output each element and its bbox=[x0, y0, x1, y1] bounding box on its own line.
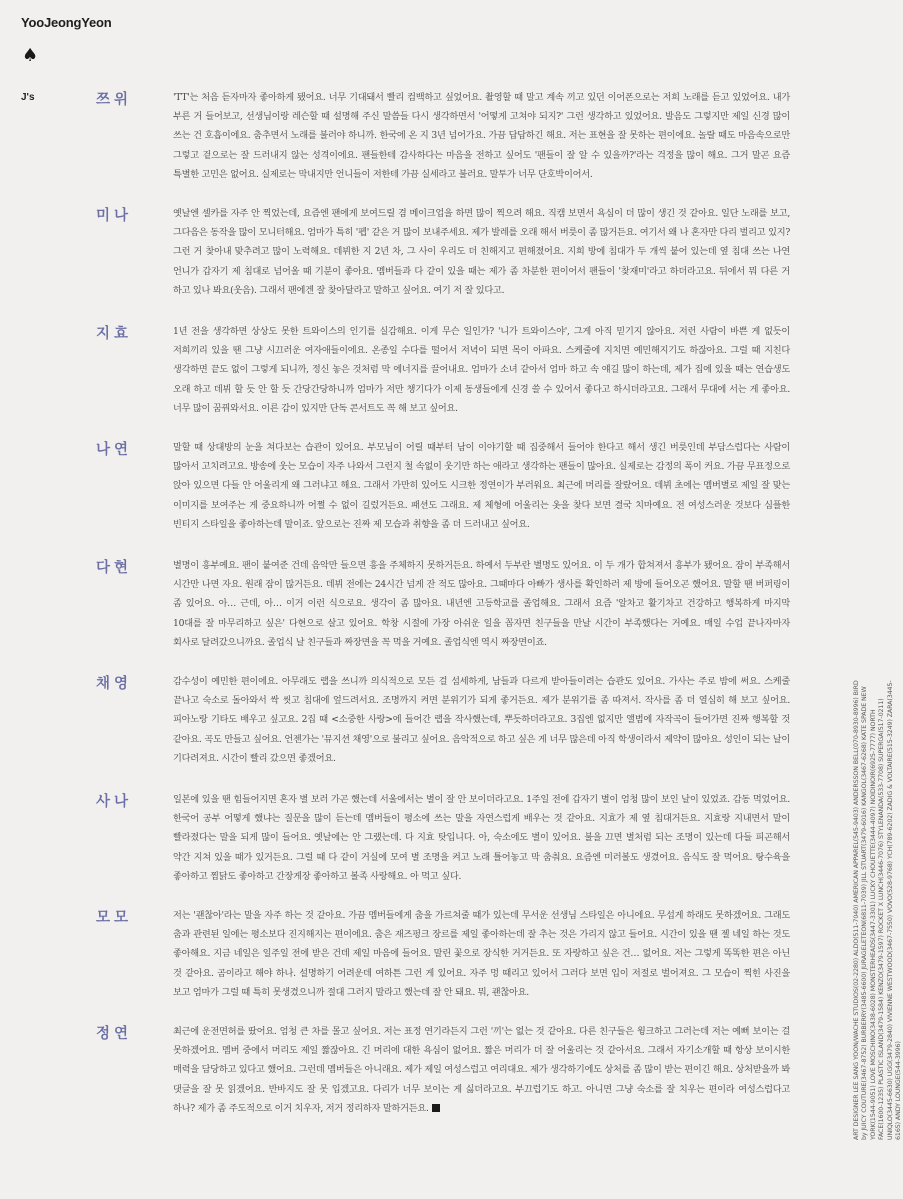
member-text: 말할 때 상대방의 눈을 쳐다보는 습관이 있어요. 부모님이 어릴 때부터 남이 이야기할 때 집중해서 들어야 한다고 해서 생긴 버릇인데 부담스럽다는 사람이 많아서 고치려고요. 방송에 웃는 모습이 자주 나와서 그런지 철 속없이 웃기만 하는 애라고 생각하는 팬들이 많아요. 실제로는 감정의 폭이 커요. 가끔 무표정으로 앉아 있으면 다들 안 어울리게 왜 그러냐고 해요. 그래서 가만히 있어도 시크한 정연이가 부러워요. 최근에 머리를 잘랐어요. 데뷔 초에는 멤버별로 제일 잘 맞는 이미지를 보여주는 게 중요하니까 어쩔 수 없이 길렀거든요. 패션도 그래요. 제 체형에 어울리는 옷을 찾다 보면 결국 치마예요. 전 여성스러운 것보다 심플한 빈티지 스타일을 좋아하는데 말이죠. 앞으로는 진짜 제 모습과 취향을 좀 더 드러내고 싶어요. bbox=[173, 442, 790, 530]
spade-icon: ♠ bbox=[22, 45, 39, 66]
member-name: 쯔위 bbox=[96, 92, 133, 108]
member-text: 옛날엔 셀카를 자주 안 찍었는데, 요즘엔 팬에게 보여드릴 겸 메이크업을 하면 많이 찍으려 해요. 직캠 보면서 욕심이 더 많이 생긴 것 같아요. 일단 노래를 보고, 그다음은 동작을 많이 모니터해요. 엄마가 특히 '펩' 같은 거 많이 보내주세요. 제가 발레를 오래 해서 버릇이 좀 많거든요. 여기서 왜 나 혼자만 다리 벌리고 있지? 그런 거 찾아내 맞추려고 많이 노력해요. 데뷔한 지 2년 차, 그 사이 우리도 더 친해지고 편해졌어요. 지희 방에 침대가 두 개씩 붙어 있는데 옆 침대 쓰는 나연 언니가 갑자기 제 침대로 넘어올 때 기분이 좋아요. 멤버들과 다 같이 있을 때는 제가 좀 차분한 편이어서 팬들이 '찾재미'라고 하더라고요. 뒤에서 뭐 다른 거 하고 있나 봐요(웃음). 그래서 팬에겐 잘 찾아달라고 말하고 싶어요. 여기 저 잘 있다고. bbox=[173, 208, 790, 296]
member-name: 지효 bbox=[96, 326, 133, 342]
end-mark-icon bbox=[432, 1104, 440, 1112]
member-text: 1년 전을 생각하면 상상도 못한 트와이스의 인기를 실감해요. 이게 무슨 일인가? '니가 트와이스야', 그게 아직 믿기지 않아요. 저런 사람이 바쁜 게 없듯이 저희끼리 있을 땐 그냥 시끄러운 여자애들이에요. 온종일 수다를 떨어서 저녁이 되면 목이 아파요. 스케줄에 지치면 예민해지기도 하잖아요. 그럴 때 지친다 생각하면 끝도 없이 그렇게 되니까, 정신 놓은 것처럼 막 에너지를 끌어내요. 엄마가 소녀 같아서 엄마 하고 속 얘길 많이 하는데, 제가 집에 있을 때는 연습생도 오래 하고 데뷔 할 듯 안 할 듯 간당간당하니까 엄마가 저만 챙기다가 이제 동생들에게 신경 쓸 수 있어서 좋다고 하시더라고요. 그래서 무대에 서는 게 좋아요. 너무 많이 꿈꿔와서요. 이른 감이 있지만 단독 콘서트도 꼭 해 보고 싶어요. bbox=[173, 326, 790, 414]
member-name: 사나 bbox=[96, 794, 133, 810]
member-name: 채영 bbox=[96, 676, 133, 692]
member-name: 미나 bbox=[96, 208, 133, 224]
member-text: 감수성이 예민한 편이에요. 아무래도 랩을 쓰니까 의식적으로 모든 걸 섬세하게, 남들과 다르게 받아들이려는 습관도 있어요. 가사는 주로 밤에 써요. 스케줄 끝나고 숙소로 돌아와서 싹 씻고 침대에 엎드려서요. 조명까지 켜면 분위기가 되게 좋거든요. 제가 분위기를 좀 따져서. 작사를 좀 더 열심히 해 보고 싶어요. 피아노랑 기타도 배우고 싶고요. 2집 때 <소중한 사랑>에 들어간 랩을 작사했는데, 뿌듯하더라고요. 3집엔 없지만 앨범에 자작곡이 들어가면 진짜 행복할 것 같아요. 곡도 만들고 싶어요. 언젠가는 '뮤지션 채영'으로 불리고 싶어요. 음악적으로 하고 싶은 게 너무 많은데 아직 학생이라서 제약이 많아요. 성인이 되는 날이 기다려져요. 시간이 빨리 갔으면 좋겠어요. bbox=[173, 676, 790, 764]
credits-vertical: ART DESIGNER LEE SANG YOON/WACHE STUDIOS(02-2280) ALDO(511-7040) AMERICAN APPAREL(545-9403) ANDERSSON BELL(070-8930-8996) BIRD by JUICY COUTURE(3467-8752) BURBERRY(3485-6600) JURAGELETEON(6811-7039) JILL STUART(3479-6016) KANGOL(3467-6268) KATE SPADE NEW YORK(1544-9051) LOVE MOSCHINO(3438-6028) MONSTERHEADS(3447-3301) LUCKY CHOUETTE(3444-4097) NOIDINOIR(6925-7777) NORTH FACE(1600-1235) PLASTIC ISLAND(3479-1584) KENZO(3479-1597) ROCKET X LUNCH(3446-7076) STYLENANDA(533-7708) SUPERGA(517-0211) UNIQLO(3445-6630) UGG(3479-2840) VIVIENNE WESTWOOD(3467-7550) VOVO(528-9768) YCH(789-6202) ZADIG & VOLTAIRE(515-3249) ZARA(3445-6165) ANDY LOUNGE(544-3996) bbox=[853, 680, 903, 1140]
member-text bbox=[173, 1022, 790, 1118]
member-name: 다현 bbox=[96, 560, 133, 576]
member-text-body: 최근에 운전면허를 땄어요. 엄청 큰 차를 몰고 싶어요. 저는 표정 연기라든지 그런 '끼'는 없는 것 같아요. 다른 친구들은 윙크하고 그러는데 저는 예뻐 보이는 걸 못하겠어요. 멤버 중에서 머리도 제일 짧잖아요. 긴 머리에 대한 욕심이 없어요. 짧은 머리가 더 잘 어울리는 것 같아서요. 그래서 자기소개할 때 항상 보이시한 매력을 담당하고 있다고 했어요. 그런데 멤버들은 아니래요. 제가 제일 여성스럽고 여리대요. 제가 생각하기에도 상처를 좀 많이 받는 편이긴 해요. 상처받을까 봐 댓글을 잘 못 읽겠어요. 반바지도 잘 못 입겠고요. 다리가 너무 보이는 게 싫더라고요. 부끄럽기도 하고. 아니면 그냥 숙소를 잘 치우는 편이라 여성스럽다고 하나? 제가 좀 주도적으로 이거 치우자, 저거 정리하자 말하거든요. bbox=[173, 1026, 790, 1114]
section-label: J's bbox=[21, 92, 35, 103]
brand-title: YooJeongYeon bbox=[21, 15, 112, 30]
member-name: 모모 bbox=[96, 910, 133, 926]
member-name: 나연 bbox=[96, 442, 133, 458]
member-text: 별명이 흥부예요. 팬이 붙여준 건데 음악만 들으면 흥을 주체하지 못하거든요. 하예서 두부란 별명도 있어요. 이 두 개가 합쳐져서 흥부가 됐어요. 잠이 부족해서 시간만 나면 자요. 원래 잠이 많거든요. 데뷔 전에는 24시간 넘게 잔 적도 많아요. 그때마다 아빠가 생사를 확인하러 제 방에 들어오곤 했어요. 말할 땐 버퍼링이 좀 있어요. 아… 근데, 아… 이거 이런 식으로요. 생각이 좀 많아요. 내년엔 고등학교를 졸업해요. 그래서 요즘 '알차고 활기차고 건강하고 행복하게 마지막 10대를 잘 마무리하고 싶은' 다현으로 살고 있어요. 학창 시절에 가장 아쉬운 일을 꼽자면 친구들을 만날 시간이 부족했다는 거예요. 매일 수업 끝나자마자 회사로 달려갔으니까요. 졸업식 날 친구들과 짜장면을 꼭 먹을 거예요. 졸업식엔 역시 짜장면이죠. bbox=[173, 560, 790, 648]
member-text: 일본에 있을 땐 힘들어지면 혼자 별 보러 가곤 했는데 서울에서는 별이 잘 안 보이더라고요. 1주일 전에 갑자기 별이 엄청 많이 보인 날이 있었죠. 감동 먹었어요. 한국어 공부 어떻게 했냐는 질문을 많이 듣는데 멤버들이 평소에 쓰는 말을 자연스럽게 배우는 것 같아요. 지효가 제 옆 침대거든요. 지효랑 지내면서 말이 빨라졌다는 말을 되게 많이 들어요. 옛날에는 안 그랬는데. 다 지효 탓입니다. 아, 숙소에도 별이 있어요. 불을 끄면 별처럼 되는 조명이 있는데 다들 피곤해서 약간 지쳐 있을 때가 있거든요. 그럴 때 다 같이 거실에 모여 별 조명을 켜고 노래 틀어놓고 막 춤춰요. 요즘엔 미러볼도 생겼어요. 음식도 잘 먹어요. 탕수육을 좋아하고 찜닭도 좋아하고 간장게장 좋아하고 볼족 사랑해요. 아 먹고 싶다. bbox=[173, 794, 790, 882]
member-text: 'TT'는 처음 듣자마자 좋아하게 됐어요. 너무 기대돼서 빨리 컴백하고 싶었어요. 촬영할 때 말고 계속 끼고 있던 이어폰으로는 저희 노래를 듣고 있었어요. 내가 부른 거 들어보고, 선생님이랑 레슨할 때 설명해 주신 말씀들 다시 생각하면서 '어떻게 고쳐야 되지?' 그런 생각하고 있었어요. 발음도 그렇지만 제일 신경 많이 쓰는 건 호흡이에요. 춤추면서 노래를 불러야 하니까. 한국에 온 지 3년 넘어가요. 가끔 답답하긴 해요. 저는 표현을 잘 못하는 편이에요. 놀랄 때도 마음속으로만 그렇고 겉으로는 잘 드러내지 않는 성격이에요. 팬들한테 감사하다는 마음을 전하고 싶어도 '팬들이 잘 알 수 있을까?'라는 걱정을 많이 해요. 그거 말곤 요즘 특별한 고민은 없어요. 실제로는 막내지만 언니들이 저한테 가끔 실세라고 불러요. 말투가 너무 단호박이어서. bbox=[173, 92, 790, 180]
member-name: 정연 bbox=[96, 1026, 133, 1042]
member-text: 저는 '괜찮아'라는 말을 자주 하는 것 같아요. 가끔 멤버들에게 춤을 가르쳐줄 때가 있는데 무서운 선생님 스타일은 아니에요. 무섭게 하래도 못하겠어요. 그래도 춤과 관련된 일에는 평소보다 진지해지는 편이에요. 춤은 재즈펑크 장르를 제일 좋아하는데 잘 추는 것은 가리지 않고 들어요. 시간이 있을 땐 젤 네일 하는 것도 좋아해요. 지금 네일은 일주일 전에 받은 건데 제일 마음에 들어요. 말린 꽃으로 장식한 거거든요. 또 자랑하고 싶은 건… 없어요. 저는 그렇게 똑똑한 편은 아닌 것 같아요. 곰이라고 해야 하나. 설명하기 어려운데 여하튼 그런 게 있어요. 자주 멍 때리고 있어서 그러다 보면 입이 저절로 벌어져요. 그 모습이 찍힌 사진을 보고 엄마가 그럴 때 특히 못생겼으니까 절대 그러지 말라고 했는데 잘 안 돼요. 뭐, 괜찮아요. bbox=[173, 910, 790, 998]
